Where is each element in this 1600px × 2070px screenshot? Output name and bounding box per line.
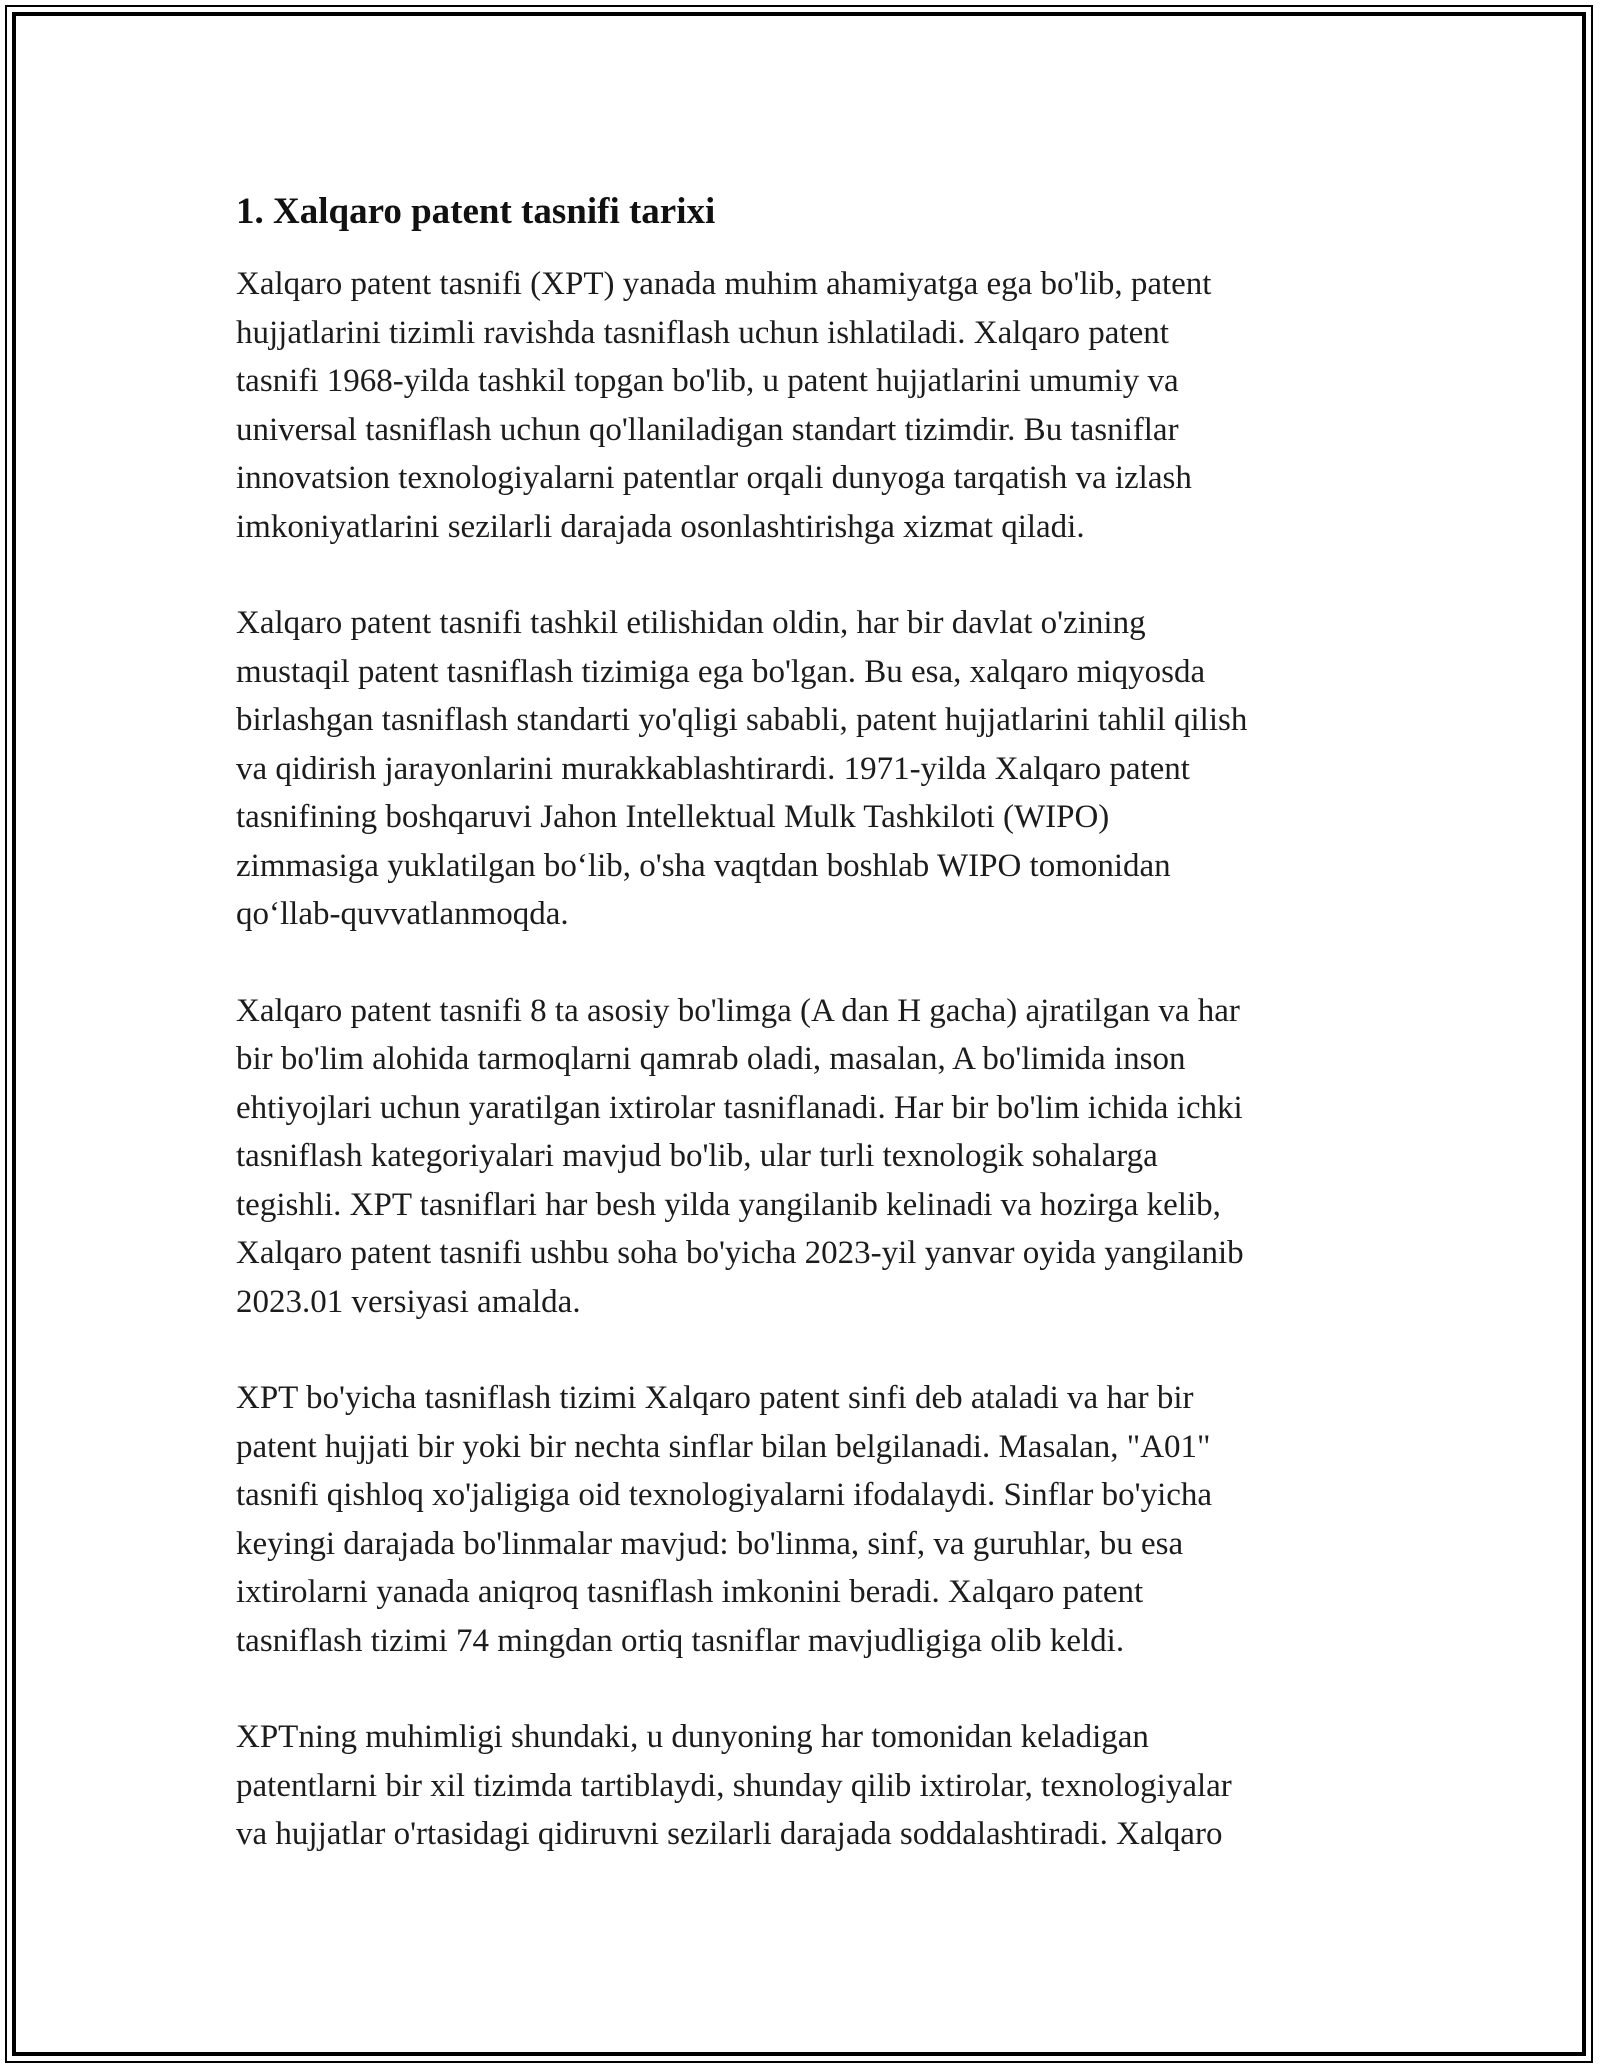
text-line: tasniflash tizimi 74 mingdan ortiq tasniflar mavjudligiga olib keldi. (236, 1622, 1125, 1659)
document-body (236, 190, 1366, 1907)
text-line: patent hujjati bir yoki bir nechta sinflar bilan belgilanadi. Masalan, "A01" (236, 1428, 1211, 1465)
text-line: Xalqaro patent tasnifi tashkil etilishidan oldin, har bir davlat o'zining (236, 605, 1146, 642)
paragraph-intro (236, 260, 1366, 551)
text-line: tasniflash kategoriyalari mavjud bo'lib, ular turli texnologik sohalarga (236, 1138, 1158, 1175)
text-line: Xalqaro patent tasnifi ushbu soha bo'yicha 2023-yil yanvar oyida yangilanib (236, 1235, 1244, 1272)
text-line: va hujjatlar o'rtasidagi qidiruvni sezilarli darajada soddalashtiradi. Xalqaro (236, 1816, 1223, 1853)
text-line: patentlarni bir xil tizimda tartiblaydi, shunday qilib ixtirolar, texnologiyalar (236, 1767, 1232, 1804)
text-line: XPT bo'yicha tasniflash tizimi Xalqaro patent sinfi deb ataladi va har bir (236, 1380, 1194, 1417)
paragraph-importance (236, 1713, 1366, 1859)
text-line: 2023.01 versiyasi amalda. (236, 1283, 581, 1320)
section-heading: 1. Xalqaro patent tasnifi tarixi (236, 191, 716, 232)
text-line: keyingi darajada bo'linmalar mavjud: bo'linma, sinf, va guruhlar, bu esa (236, 1525, 1184, 1562)
text-line: Xalqaro patent tasnifi (XPT) yanada muhim ahamiyatga ega bo'lib, patent (236, 266, 1212, 303)
text-line: tasnifining boshqaruvi Jahon Intellektual Mulk Tashkiloti (WIPO) (236, 799, 1110, 836)
text-line: tasnifi 1968-yilda tashkil topgan bo'lib, u patent hujjatlarini umumiy va (236, 363, 1179, 400)
text-line: qo‘llab-quvvatlanmoqda. (236, 896, 569, 933)
paragraph-before-xpt (236, 599, 1366, 939)
text-line: universal tasniflash uchun qo'llaniladigan standart tizimdir. Bu tasniflar (236, 411, 1179, 448)
text-line: ixtirolarni yanada aniqroq tasniflash imkonini beradi. Xalqaro patent (236, 1574, 1144, 1611)
text-line: innovatsion texnologiyalarni patentlar orqali dunyoga tarqatish va izlash (236, 460, 1192, 497)
text-line: XPTning muhimligi shundaki, u dunyoning har tomonidan keladigan (236, 1719, 1149, 1756)
text-line: birlashgan tasniflash standarti yo'qligi sababli, patent hujjatlarini tahlil qilish (236, 702, 1248, 739)
paragraph-classes (236, 1374, 1366, 1665)
text-line: bir bo'lim alohida tarmoqlarni qamrab oladi, masalan, A bo'limida inson (236, 1041, 1186, 1078)
paragraph-sections (236, 987, 1366, 1327)
text-line: hujjatlarini tizimli ravishda tasniflash uchun ishlatiladi. Xalqaro patent (236, 314, 1169, 351)
text-line: Xalqaro patent tasnifi 8 ta asosiy bo'limga (A dan H gacha) ajratilgan va har (236, 992, 1240, 1029)
text-line: mustaqil patent tasniflash tizimiga ega bo'lgan. Bu esa, xalqaro miqyosda (236, 653, 1206, 690)
text-line: tegishli. XPT tasniflari har besh yilda yangilanib kelinadi va hozirga kelib, (236, 1186, 1221, 1223)
text-line: va qidirish jarayonlarini murakkablashtirardi. 1971-yilda Xalqaro patent (236, 750, 1190, 787)
text-line: imkoniyatlarini sezilarli darajada osonlashtirishga xizmat qiladi. (236, 508, 1085, 545)
text-line: ehtiyojlari uchun yaratilgan ixtirolar tasniflanadi. Har bir bo'lim ichida ichki (236, 1089, 1243, 1126)
text-line: zimmasiga yuklatilgan bo‘lib, o'sha vaqtdan boshlab WIPO tomonidan (236, 847, 1171, 884)
text-line: tasnifi qishloq xo'jaligiga oid texnologiyalarni ifodalaydi. Sinflar bo'yicha (236, 1477, 1213, 1514)
